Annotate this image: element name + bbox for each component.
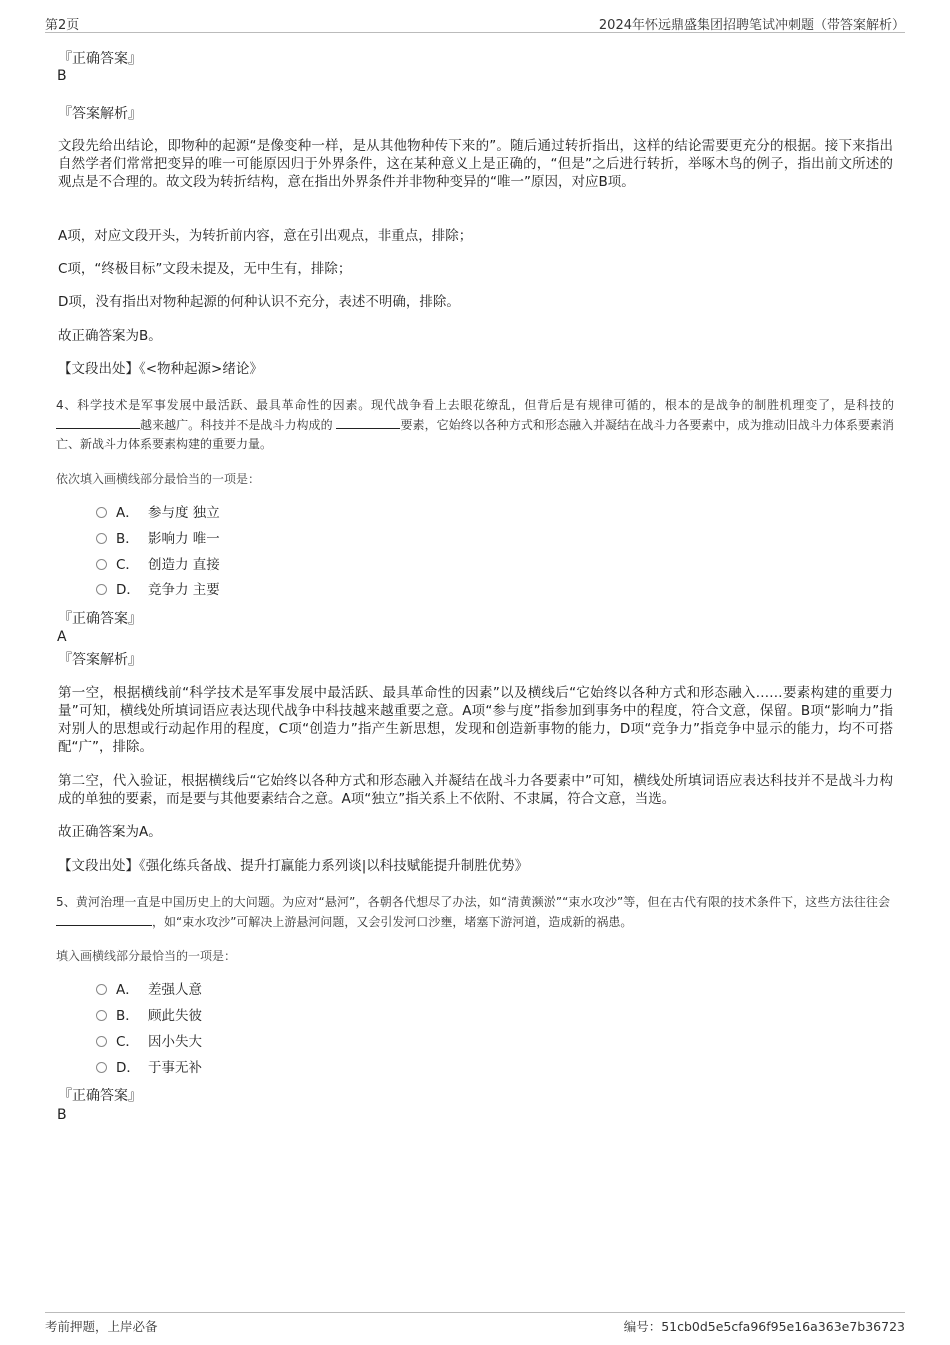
q5-answer: B [57,1107,67,1123]
q4-analysis-label: 『答案解析』 [58,652,142,668]
q5-option-b[interactable]: B． 顾此失彼 [96,1006,202,1026]
q3-analysis-p3: C项，“终极目标”文段未提及，无中生有，排除； [58,261,352,277]
q4-blank-2 [336,415,400,429]
radio-icon[interactable] [96,984,107,995]
q5-option-c[interactable]: C． 因小失大 [96,1032,202,1052]
page-header [45,14,905,33]
q4-analysis-p1: 第一空，根据横线前“科学技术是军事发展中最活跃、最具革命性的因素”以及横线后“它始终以各种方式和形态融入……要素构建的重要力量”可知，横线处所填词语应表达现代战争中科技越来越重要之意。A项“参与度”指参加到事务中的程度，符合文意，保留。B项“影响力”指对别人的思想或行动起作用的程度，C项“创造力”指产生新思想，发现和创造新事物的能力，D项“竞争力”指竞争中显示的能力，均不可搭配“广”，排除。 [58,685,893,755]
document-title: 2024年怀远鼎盛集团招聘笔试冲刺题（带答案解析） [598,18,905,33]
page-footer [45,1312,905,1335]
q5-option-a[interactable]: A． 差强人意 [96,980,202,1000]
q4-stem [56,396,894,454]
q4-analysis-p2: 第二空，代入验证，根据横线后“它始终以各种方式和形态融入并凝结在战斗力各要素中”可知，横线处所填词语应表达科技并不是战斗力构成的单独的要素，而是要与其他要素结合之意。A项“独立”指关系上不依附、不隶属，符合文意，当选。 [58,773,893,807]
q3-answer-label: 『正确答案』 [58,51,142,67]
q4-option-a[interactable]: A． 参与度 独立 [96,503,220,523]
q3-analysis-p5: 故正确答案为B。 [58,328,162,344]
q5-stem-part-a: 5、黄河治理一直是中国历史上的大问题。为应对“悬河”，各朝各代想尽了办法，如“清黄濒淤”“束水攻沙”等，但在古代有限的技术条件下，这些方法往往会 [56,895,891,909]
q3-analysis-label: 『答案解析』 [58,106,142,122]
q4-source: 【文段出处】《强化练兵备战、提升打赢能力系列谈|以科技赋能提升制胜优势》 [58,858,529,874]
radio-icon[interactable] [96,1036,107,1047]
document-id: 编号：51cb0d5e5cfa96f95e16a363e7b36723 [623,1319,905,1334]
q3-analysis-p1: 文段先给出结论，即物种的起源“是像变种一样，是从其他物种传下来的”。随后通过转折指出，这样的结论需要更充分的根据。接下来指出自然学者们常常把变异的唯一可能原因归于外界条件，这在某种意义上是正确的，“但是”之后进行转折，举啄木鸟的例子，指出前文所述的观点是不合理的。故文段为转折结构，意在指出外界条件并非物种变异的“唯一”原因，对应B项。 [58,138,893,190]
q3-analysis-p2: A项，对应文段开头，为转折前内容，意在引出观点，非重点，排除； [58,228,473,244]
q5-stem-part-b: ，如“束水攻沙”可解决上游悬河问题，又会引发河口沙壅，堵塞下游河道，造成新的祸患。 [152,915,633,929]
q4-option-c[interactable]: C． 创造力 直接 [96,555,220,575]
q5-answer-label: 『正确答案』 [58,1088,142,1104]
q4-answer-label: 『正确答案』 [58,611,142,627]
q4-option-d[interactable]: D． 竞争力 主要 [96,580,220,600]
q5-stem [56,893,894,932]
q4-stem-part-c: 要素，它始终以各种方式和形态融入并凝结在战斗力各要素中，成为推动旧战斗力体系要素消亡、新战斗力体系要素构建的重要力量。 [56,418,894,451]
q3-source: 【文段出处】《<物种起源>绪论》 [58,361,263,377]
q4-analysis-p3: 故正确答案为A。 [58,824,162,840]
q5-option-d[interactable]: D． 于事无补 [96,1058,202,1078]
q4-prompt: 依次填入画横线部分最恰当的一项是： [56,472,261,486]
q4-answer: A [57,629,67,645]
q4-stem-part-a: 4、科学技术是军事发展中最活跃、最具革命性的因素。现代战争看上去眼花缭乱，但背后是有规律可循的，根本的是战争的制胜机理变了，是科技的 [56,398,894,412]
q3-analysis-p4: D项，没有指出对物种起源的何种认识不充分，表述不明确，排除。 [58,294,460,310]
q4-stem-part-b: 越来越广。科技并不是战斗力构成的 [140,418,333,432]
q4-option-b[interactable]: B． 影响力 唯一 [96,529,220,549]
radio-icon[interactable] [96,1062,107,1073]
q3-answer: B [57,68,67,84]
radio-icon[interactable] [96,559,107,570]
footer-slogan: 考前押题，上岸必备 [45,1319,158,1334]
q4-blank-1 [56,415,140,429]
page-number: 第2页 [45,18,80,33]
radio-icon[interactable] [96,533,107,544]
q5-blank [56,912,152,926]
radio-icon[interactable] [96,507,107,518]
q5-prompt: 填入画横线部分最恰当的一项是： [56,949,237,963]
radio-icon[interactable] [96,1010,107,1021]
radio-icon[interactable] [96,584,107,595]
